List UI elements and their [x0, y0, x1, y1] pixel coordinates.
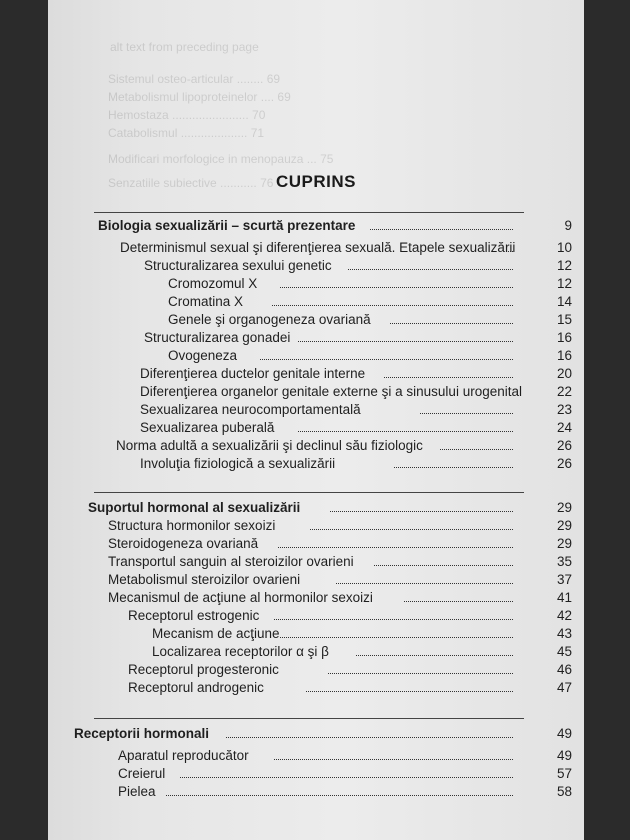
toc-entry-label: Structuralizarea gonadei	[144, 330, 291, 345]
toc-entry	[48, 590, 584, 610]
toc-page-number: 29	[556, 536, 572, 551]
toc-page-number: 42	[556, 608, 572, 623]
dot-leader	[166, 795, 513, 796]
toc-entry-label: Mecanismul de acţiune al hormonilor sexoizi	[108, 590, 373, 605]
toc-page-number: 29	[556, 500, 572, 515]
toc-entry-label: Sexualizarea neurocomportamentală	[140, 402, 361, 417]
toc-entry	[48, 572, 584, 592]
toc-page-number: 20	[556, 366, 572, 381]
toc-entry-label: Determinismul sexual şi diferenţierea sexuală. Etapele sexualizării	[120, 240, 516, 255]
toc-section-entry	[48, 726, 584, 746]
dot-leader	[298, 431, 513, 432]
dot-leader	[274, 759, 513, 760]
toc-entry-label: Receptorii hormonali	[74, 726, 210, 741]
toc-entry	[48, 294, 584, 314]
dot-leader	[330, 511, 513, 512]
dot-leader	[226, 737, 513, 738]
show-through-line: Sistemul osteo-articular ........ 69	[108, 72, 281, 86]
toc-page-number: 29	[556, 518, 572, 533]
dot-leader	[328, 673, 513, 674]
toc-entry	[48, 384, 584, 404]
toc-entry-label: Ovogeneza	[168, 348, 238, 363]
toc-page-number: 16	[556, 330, 572, 345]
dot-leader	[272, 305, 513, 306]
toc-page-number: 23	[556, 402, 572, 417]
toc-page-number: 47	[556, 680, 572, 695]
toc-entry-label: Suportul hormonal al sexualizării	[88, 500, 301, 515]
toc-entry	[48, 312, 584, 332]
toc-entry-label: Metabolismul steroizilor ovarieni	[108, 572, 301, 587]
toc-entry-label: Pielea	[118, 784, 156, 799]
dot-leader	[280, 637, 513, 638]
toc-entry	[48, 766, 584, 786]
toc-entry-label: Receptorul estrogenic	[128, 608, 260, 623]
toc-entry-label: Steroidogeneza ovariană	[108, 536, 259, 551]
toc-page-number: 14	[556, 294, 572, 309]
toc-page-number: 45	[556, 644, 572, 659]
toc-entry-label: Receptorul androgenic	[128, 680, 264, 695]
toc-page-number: 46	[556, 662, 572, 677]
toc-page-number: 49	[556, 726, 572, 741]
toc-entry	[48, 420, 584, 440]
toc-entry	[48, 348, 584, 368]
dot-leader	[370, 229, 513, 230]
section-divider	[94, 212, 524, 213]
toc-entry	[48, 644, 584, 664]
toc-entry	[48, 518, 584, 538]
toc-page-number: 15	[556, 312, 572, 327]
dot-leader	[384, 377, 513, 378]
toc-entry-label: Localizarea receptorilor α şi β	[152, 644, 329, 659]
toc-entry	[48, 680, 584, 700]
dot-leader	[508, 251, 513, 252]
dot-leader	[180, 777, 513, 778]
toc-entry	[48, 536, 584, 556]
toc-page-number: 49	[556, 748, 572, 763]
toc-page-number: 37	[556, 572, 572, 587]
toc-entry-label: Involuţia fiziologică a sexualizării	[140, 456, 336, 471]
dot-leader	[336, 583, 513, 584]
toc-entry-label: Norma adultă a sexualizării şi declinul său fiziologic	[116, 438, 423, 453]
dot-leader	[390, 323, 513, 324]
toc-entry	[48, 748, 584, 768]
show-through-header: alt text from preceding page	[110, 40, 259, 54]
toc-entry-label: Cromatina X	[168, 294, 244, 309]
toc-entry	[48, 608, 584, 628]
toc-entry-label: Diferenţierea organelor genitale externe şi a sinusului urogenital	[140, 384, 522, 399]
dot-leader	[298, 341, 513, 342]
show-through-line: Catabolismul .................... 71	[108, 126, 265, 140]
toc-page-number: 26	[556, 438, 572, 453]
toc-entry-label: Sexualizarea puberală	[140, 420, 275, 435]
toc-entry	[48, 330, 584, 350]
dot-leader	[260, 359, 513, 360]
toc-page-number: 12	[556, 276, 572, 291]
toc-page-number: 12	[556, 258, 572, 273]
toc-entry-label: Transportul sanguin al steroizilor ovarieni	[108, 554, 354, 569]
dot-leader	[348, 269, 513, 270]
toc-entry	[48, 402, 584, 422]
dot-leader	[280, 287, 513, 288]
toc-page-number: 57	[556, 766, 572, 781]
page-title: CUPRINS	[275, 172, 356, 191]
toc-page-number: 24	[556, 420, 572, 435]
toc-entry-label: Cromozomul X	[168, 276, 258, 291]
toc-entry-label: Aparatul reproducător	[118, 748, 249, 763]
toc-entry-label: Creierul	[118, 766, 166, 781]
show-through-line: Hemostaza ....................... 70	[108, 108, 266, 122]
show-through-line: Senzatiile subiective ........... 76	[108, 176, 274, 190]
dot-leader	[404, 601, 513, 602]
dot-leader	[374, 565, 513, 566]
toc-entry-label: Structuralizarea sexului genetic	[144, 258, 332, 273]
toc-entry	[48, 276, 584, 296]
dot-leader	[394, 467, 513, 468]
toc-entry	[48, 258, 584, 278]
toc-entry	[48, 626, 584, 646]
toc-entry-label: Genele şi organogeneza ovariană	[168, 312, 371, 327]
toc-entry	[48, 554, 584, 574]
dot-leader	[278, 547, 513, 548]
toc-entry	[48, 784, 584, 804]
book-page	[48, 0, 584, 840]
toc-entry-label: Structura hormonilor sexoizi	[108, 518, 276, 533]
toc-entry-label: Biologia sexualizării – scurtă prezentare	[98, 218, 356, 233]
dot-leader	[274, 619, 513, 620]
toc-entry	[48, 366, 584, 386]
dot-leader	[356, 655, 513, 656]
toc-entry	[48, 240, 584, 260]
toc-page-number: 9	[564, 218, 572, 233]
toc-page-number: 58	[556, 784, 572, 799]
toc-entry	[48, 456, 584, 476]
dot-leader	[420, 413, 513, 414]
toc-entry-label: Receptorul progesteronic	[128, 662, 279, 677]
show-through-line: Modificari morfologice in menopauza ... 75	[108, 152, 334, 166]
show-through-line: Metabolismul lipoproteinelor .... 69	[108, 90, 291, 104]
toc-entry-label: Diferenţierea ductelor genitale interne	[140, 366, 366, 381]
toc-entry	[48, 438, 584, 458]
toc-entry-label: Mecanism de acţiune	[152, 626, 280, 641]
toc-page-number: 10	[556, 240, 572, 255]
dot-leader	[440, 449, 513, 450]
toc-entry	[48, 662, 584, 682]
toc-page-number: 22	[556, 384, 572, 399]
section-divider	[94, 492, 524, 493]
toc-section-entry	[48, 500, 584, 520]
toc-section-entry	[48, 218, 584, 238]
toc-page-number: 35	[556, 554, 572, 569]
toc-page-number: 26	[556, 456, 572, 471]
section-divider	[94, 718, 524, 719]
dot-leader	[310, 529, 513, 530]
dot-leader	[306, 691, 513, 692]
toc-page-number: 16	[556, 348, 572, 363]
toc-page-number: 43	[556, 626, 572, 641]
toc-page-number: 41	[556, 590, 572, 605]
